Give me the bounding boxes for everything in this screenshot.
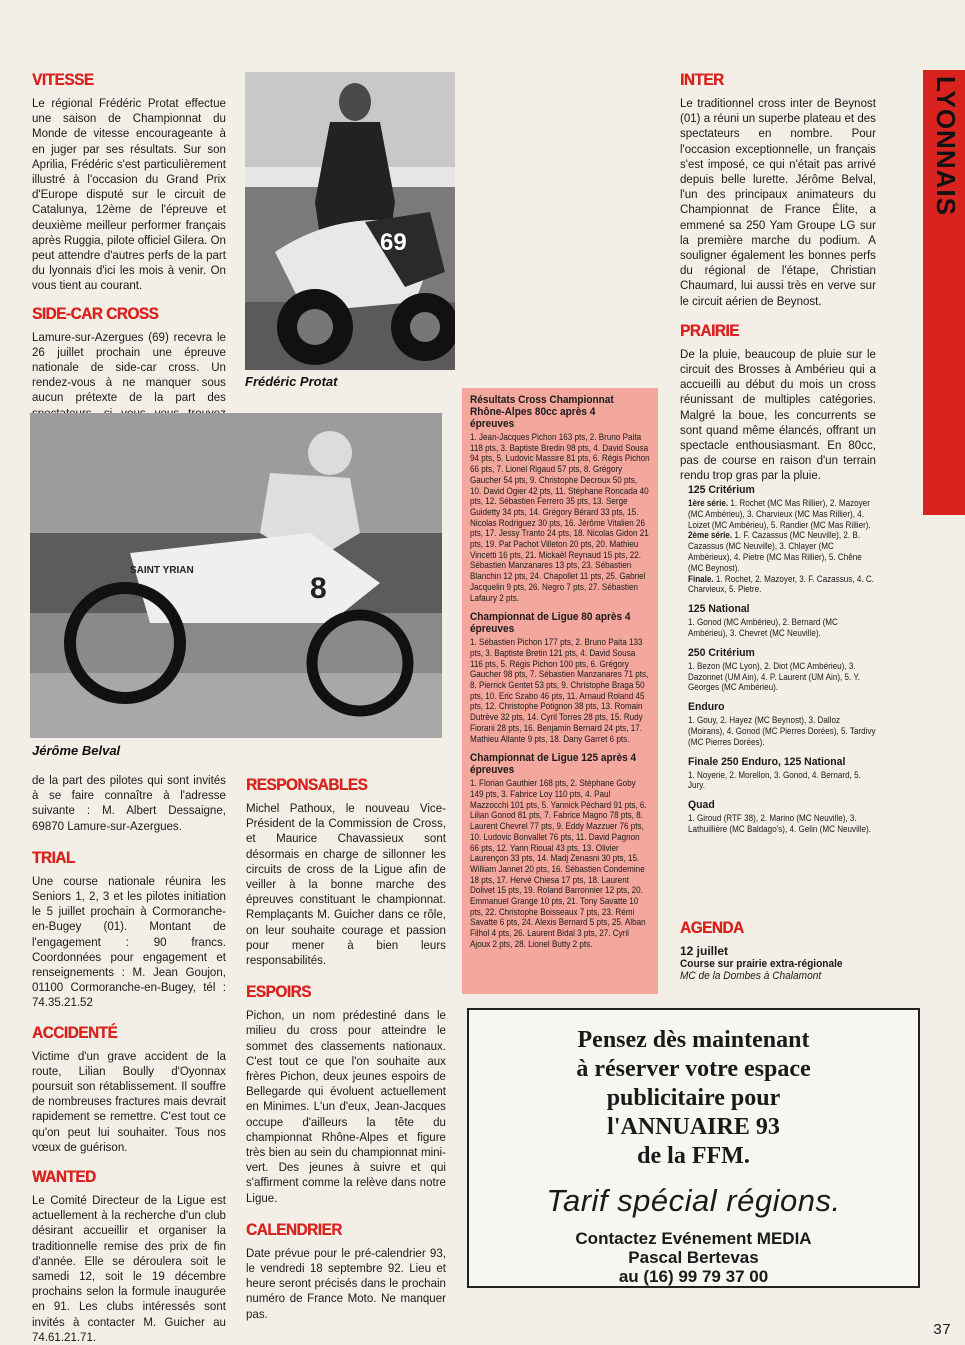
prairie-results <box>688 484 876 835</box>
article-calendrier: Date prévue pour le pré-calendrier 93, le vendredi 18 septembre 92. Lieu et heure seront précisés dans le prochain numéro de France Moto. Ne manquer pas. <box>246 1245 446 1321</box>
article-accidente: Victime d'un grave accident de la route, Lilian Boully d'Oyonnax poursuit son rétablissement. Il souffre de nombreuses fractures mais devrait rapidement se remettre. C'est tout ce qu'on peut lui souhaiter. Tous nos vœux de guérison. <box>32 1048 226 1154</box>
ad-line-4: l'ANNUAIRE 93 <box>607 1114 780 1140</box>
ad-contact-1: Contactez Evénement MEDIA <box>575 1229 812 1248</box>
article-sidecar-continued: de la part des pilotes qui sont invités à se faire connaître à l'adresse suivante : M. Albert Dessaigne, 69870 Lamure-sur-Azergues. <box>32 773 226 833</box>
results-heading-rhone-alpes: Résultats Cross Championnat Rhône-Alpes 80cc après 4 épreuves <box>470 394 614 430</box>
ad-line-2: à réserver votre espace <box>576 1056 811 1082</box>
photo-belval <box>30 413 442 738</box>
results-ligue-125: 1. Florian Gauthier 168 pts, 2. Stéphane Goby 149 pts, 3. Fabrice Loy 110 pts, 4. Paul Mazzocchi 101 pts, 5. Yannick Péchard 91 pts, 6. Lilian Gonod 81 pts, 7. Fabrice Magno 78 pts, 8. Laurent Chevrel 77 pts, 9. Eddy Mazzuer 76 pts, 10. Ludovic Bonvallet 76 pts, 11. David Pagnon 66 pts, 12. Yann Rioual 43 pts, 13. Olivier Laurençon 33 pts, 14. Madj Zenasni 30 pts, 15. William Jannet 20 pts, 16. Sébastien Condemine 18 pts, 17. Hervé Chiesa 17 pts, 18. Laurent Dolivet 15 pts, 19. Roland Barronnier 12 pts, 20. Emmanuel Grange 10 pts, 21. Tony Savatte 10 pts, 22. Christophe Boisseaux 7 pts, 23. Rémi Savatte 6 pts, 24. Alexis Bernard 5 pts, 25. Alban Filhol 4 pts, 26. Laurent Bidal 3 pts, 27. Cyril Ajoux 2 pts, 28. Lionel Butty 2 pts. <box>470 778 647 949</box>
column-2 <box>246 775 446 1322</box>
section-label: LYONNAIS <box>931 76 961 216</box>
results-box <box>462 388 658 994</box>
ad-tagline: Tarif spécial régions. <box>546 1183 841 1218</box>
heading-responsables: RESPONSABLES <box>246 775 368 794</box>
article-inter: Le traditionnel cross inter de Beynost (01) a réuni un superbe plateau et des spectateurs en nombre. Pour l'occasion exceptionnelle, un français s'est imposé, ce qui n'était pas arrivé depuis belle lurette. Jérôme Belval, l'un des principaux animateurs du Championnat de France Élite, a emmené sa 250 Yam Groupe LG sur la première marche du podium. A souligner également les bonnes perfs du régional de l'étape, Christian Chaumard, lui aussi très en verve sur le circuit aérien de Beynost. <box>680 96 876 308</box>
svg-text:8: 8 <box>310 572 327 605</box>
caption-protat: Frédéric Protat <box>245 374 338 389</box>
column-3 <box>680 70 876 484</box>
results-rhone-alpes: 1. Jean-Jacques Pichon 163 pts, 2. Bruno Paita 118 pts, 3. Baptiste Bredin 98 pts, 4. David Sousa 94 pts, 5. Ludovic Massire 81 pts, 6. Régis Pichon 66 pts, 7. Lionel Rigaud 57 pts, 8. Grégory Gaucher 54 pts, 9. Christophe Decroux 50 pts, 10. David Ogier 42 pts, 11. Stéphane Roncada 40 pts, 12. Sébastien Ferrero 35 pts, 13. Serge Guidetty 34 pts, 14. Grégory Bérard 33 pts, 15. Nicolas Rodriguez 30 pts, 16. Jérôme Vitalien 26 pts, 17. Jessy Tranto 24 pts, 18. Nicolas Gidon 21 pts, 19. Pat Pachot Villeton 20 pts, 20. Mathieu Vincetti 16 pts, 21. Mickaël Reynaud 15 pts, 22. Sébastien Manzanares 13 pts, 23. Sébastien Blanchin 12 pts, 24. Chapollet 11 pts, 25. Gabriel Jacquelin 9 pts, 26. Negro 7 pts, 27. Sébastien Lafaury 2 pts. <box>470 432 650 603</box>
ad-line-1: Pensez dès maintenant <box>577 1027 810 1053</box>
photo-belval-image <box>30 413 442 738</box>
heading-vitesse: VITESSE <box>32 70 94 89</box>
prairie-250-criterium: 1. Bezon (MC Lyon), 2. Diot (MC Ambérieu), 3. Dazonnet (UM Ain), 4. P. Laurent (UM Ain), 5. Y. Georges (MC Ambérieu). <box>688 660 860 693</box>
article-vitesse: Le régional Frédéric Protat effectue une saison de Championnat du Monde de vitesse encourageante à en juger par ses résultats. Sur son Aprilia, Frédéric s'est particulièrement illustré à l'occasion du Grand Prix d'Europe disputé sur le circuit de Catalunya, 12ème de l'épreuve et deuxième meilleur performer français après Ruggia, pilote officiel Gilera. On peut attendre d'autres perfs de la part du lyonnais d'ici les mois à venir. On vous tient au courant. <box>32 96 226 293</box>
ad-line-5: de la FFM. <box>637 1143 750 1169</box>
photo-protat <box>245 72 455 370</box>
heading-inter: INTER <box>680 70 724 89</box>
ad-contact-3: au (16) 99 79 37 00 <box>618 1267 769 1286</box>
agenda <box>680 918 876 982</box>
results-heading-ligue-125: Championnat de Ligue 125 après 4 épreuves <box>470 752 637 777</box>
heading-espoirs: ESPOIRS <box>246 982 311 1002</box>
heading-wanted: WANTED <box>32 1167 96 1187</box>
prairie-heading-125-criterium: 125 Critérium <box>688 484 755 496</box>
article-responsables: Michel Pathoux, le nouveau Vice-Président de la Commission de Cross, et Maurice Chavassieux sont désormais en charge de sillonner les circuits de cross de la Ligue afin de veiller à la bonne marche des épreuves constituant le championnat. Remplaçants M. Guicher dans ce rôle, on leur souhaite courage et passion pour mener à bien leurs responsabilités. <box>246 801 446 968</box>
heading-prairie: PRAIRIE <box>680 320 739 340</box>
prairie-heading-125-national: 125 National <box>688 603 750 616</box>
svg-text:69: 69 <box>380 229 407 256</box>
heading-sidecar: SIDE-CAR CROSS <box>32 303 159 323</box>
prairie-heading-250-criterium: 250 Critérium <box>688 646 755 659</box>
results-heading-ligue-80: Championnat de Ligue 80 après 4 épreuves <box>470 611 631 636</box>
prairie-heading-enduro: Enduro <box>688 701 725 714</box>
svg-text:SAINT YRIAN: SAINT YRIAN <box>130 565 194 576</box>
prairie-125-criterium-serie-1: 1ère série. 1. Rochet (MC Mas Rillier), 2. Mazoyer (MC Ambérieu), 3. Charvieux (MC Mas Rillier), 4. Loizet (MC Ambérieu), 5. Randier (MC Mas Rillier). <box>688 498 871 530</box>
heading-agenda: AGENDA <box>680 918 744 937</box>
photo-protat-image <box>245 72 455 370</box>
prairie-enduro: 1. Gouy, 2. Hayez (MC Beynost), 3. Dalloz (Moirans), 4. Gonod (MC Pierres Dorées), 5. Tardivy (MC Pierres Dorées). <box>688 715 876 747</box>
page-number: 37 <box>932 1322 951 1339</box>
column-1-continued <box>32 773 226 1345</box>
prairie-heading-finale-enduro: Finale 250 Enduro, 125 National <box>688 755 846 768</box>
article-trial: Une course nationale réunira les Seniors 1, 2, 3 et les pilotes initiation le 5 juillet prochain à Cormoranche-en-Bugey (01). Montant de l'engagement : 90 francs. Coordonnées pour engagement et renseignements : M. Jean Goujon, 01100 Cormoranche-en-Bugey, tél : 74.35.21.52 <box>32 873 226 1010</box>
agenda-place: MC de la Dombes à Chalamont <box>680 970 822 982</box>
prairie-125-criterium-finale: Finale. 1. Rochet, 2. Mazoyer, 3. F. Cazassus, 4. C. Charvieux, 5. Pietre. <box>688 573 874 595</box>
article-prairie: De la pluie, beaucoup de pluie sur le circuit des Brosses à Ambérieu qui a accueilli au début du mois un cross réunissant de multiples catégories. Malgré la boue, les concurrents se sont quand même élancés, offrant un spectacle enthousiasmant. En 80cc, pas de course en raison d'un terrain rendu trop gras par la pluie. <box>680 346 876 483</box>
heading-calendrier: CALENDRIER <box>246 1219 342 1239</box>
article-espoirs: Pichon, un nom prédestiné dans le milieu du cross pour atteindre le sommet des classements nationaux. C'est tout ce que l'on souhaite aux frères Pichon, deux jeunes espoirs de Bellegarde qui évoluent actuellement en Minimes. L'un d'eux, Jean-Jacques occupe d'ailleurs la tête du championnat Rhône-Alpes et figure très bien au sein du championnat mini-vert. Des jeunes à suivre et qui s'affirment comme la relève dans notre Ligue. <box>246 1008 446 1205</box>
prairie-heading-quad: Quad <box>688 799 715 812</box>
column-1 <box>32 70 226 436</box>
prairie-finale-enduro: 1. Noyerie, 2. Morellon, 3. Gonod, 4. Bernard, 5. Jury. <box>688 769 861 791</box>
article-sidecar: Lamure-sur-Azergues (69) recevra le 26 juillet prochain une épreuve nationale de side-car cross. Un rendez-vous à ne manquer sous aucun prétexte de la part des <box>32 329 226 405</box>
section-tab <box>923 70 965 515</box>
heading-trial: TRIAL <box>32 847 75 867</box>
results-ligue-80: 1. Sébastien Pichon 177 pts, 2. Bruno Paita 133 pts, 3. Baptiste Bretin 121 pts, 4. David Sousa 116 pts, 5. Régis Pichon 100 pts, 6. Grégory Gaucher 98 pts, 7. Sébastien Manzanares 71 pts, 8. Pierrick Gentet 53 pts, 9. Christophe Braga 50 pts, 10. Eric Szabo 46 pts, 11. Arnaud Roland 45 pts, 12. Christophe Potignon 38 pts, 13. Romain Dutrève 32 pts, 14. Cyril Torres 28 pts, 15. Rudy Fiorani 28 pts, 16. Benjamin Bernard 24 pts, 17. Mathieu Allante 9 pts, 18. Dany Garret 6 pts. <box>470 637 649 744</box>
prairie-quad: 1. Giroud (RTF 38), 2. Marino (MC Neuville), 3. Lathuillière (MC Baldago's), 4. Gelin (MC Neuville). <box>688 813 871 834</box>
article-wanted: Le Comité Directeur de la Ligue est actuellement à la recherche d'un club désirant accueillir et organiser la traditionnelle remise des prix de fin d'année. Elle se déroulera soit le samedi 12, soit le 19 décembre prochains selon la formule inaugurée en 91. Les clubs intéressés sont invités à contacter M. Guicher au 74.61.21.71. <box>32 1193 226 1344</box>
ad-contact-2: Pascal Bertevas <box>628 1248 759 1267</box>
advertisement <box>467 1008 920 1288</box>
agenda-date: 12 juillet <box>680 944 729 958</box>
prairie-125-national: 1. Gonod (MC Ambérieu), 2. Bernard (MC Ambérieu), 3. Chevret (MC Neuville). <box>688 617 838 638</box>
ad-line-3: publicitaire pour <box>606 1085 781 1111</box>
heading-accidente: ACCIDENTÉ <box>32 1022 118 1042</box>
agenda-event: Course sur prairie extra-régionale <box>680 958 843 970</box>
caption-belval: Jérôme Belval <box>32 743 121 758</box>
prairie-125-criterium-serie-2: 2ème série. 1. F. Cazassus (MC Neuville), 2. B. Cazassus (MC Neuville), 3. Chlayer (MC Ambérieux), 4. Pietre (MC Mas Rillier), 5. Chêne (MC Beynost). <box>688 530 862 573</box>
